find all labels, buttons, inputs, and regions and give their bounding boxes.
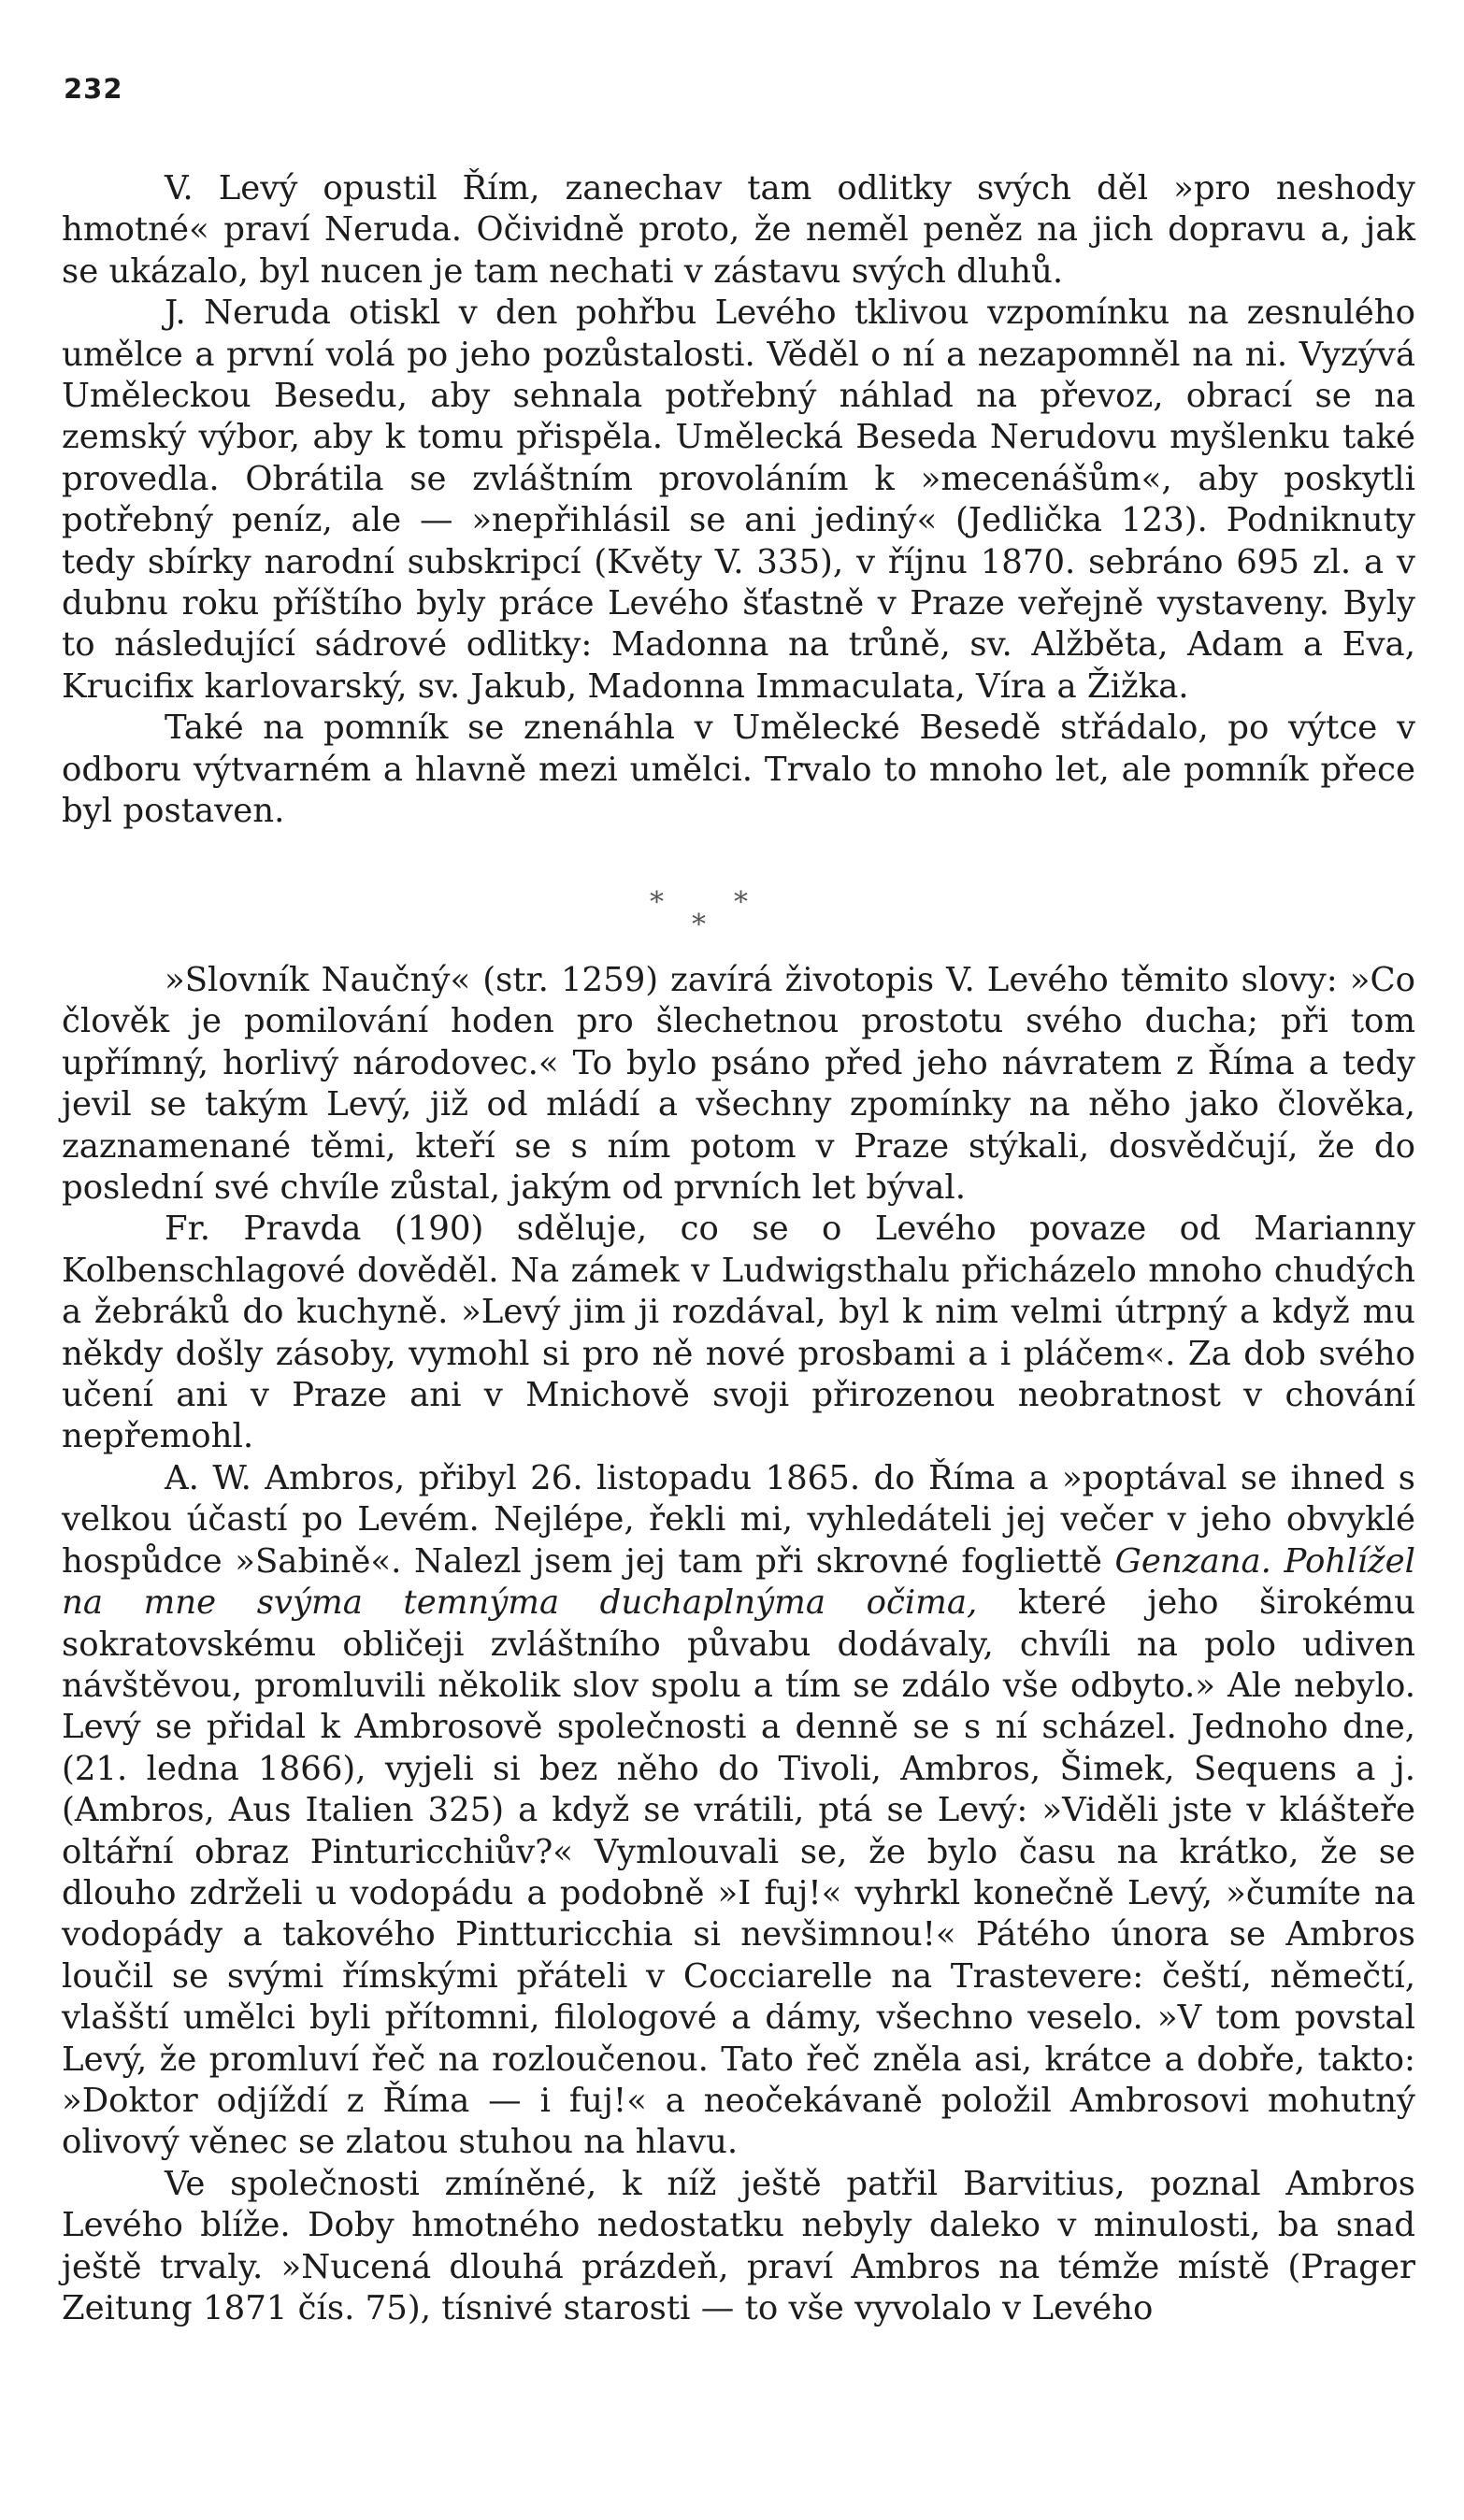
page-number: 232 (64, 73, 123, 105)
paragraph: »Slovník Naučný« (str. 1259) zavírá životopis V. Levého těmito slovy: »Co člověk je pomilování hoden pro šlechetnou prostotu svého ducha; při tom upřímný, horlivý národovec.« To bylo psáno před jeho návratem z Říma a tedy jevil se takým Levý, již od mládí a všechny zpomínky na něho jako člověka, zaznamenané těmi, kteří se s ním potom v Praze stýkali, dosvědčují, že do poslední své chvíle zůstal, jakým od prvních let býval. (62, 961, 1415, 1208)
italic-text-run: Genzana. Pohlížel na mne svýma temnýma duchaplnýma očima, (62, 1541, 1415, 1623)
text-run: které jeho širokému sokratovskému obličeji zvláštního půvabu dodávaly, chvíli na polo udiven návštěvou, promluvili několik slov spolu a tím se zdálo vše odbyto.» Ale nebylo. Levý se přidal k Ambrosově společnosti a denně se s ní scházel. Jednoho dne, (21. ledna 1866), vyjeli si bez něho do Tivoli, Ambros, Šimek, Sequens a j. (Ambros, Aus Italien 325) a když se vrátili, ptá se Levý: »Viděli jste v klášteře oltářní obraz Pinturicchiův?« Vymlouvali se, že bylo času na krátko, že se dlouho zdrželi u vodopádu a podobně »I fuj!« vyhrkl konečně Levý, »čumíte na vodopády a takového Pintturicchia si nevšimnou!« Pátého února se Ambros loučil se svými římskými přáteli v Cocciarelle na Trastevere: čeští, němečtí, vlašští umělci byli přítomni, filologové a dámy, všechno veselo. »V tom povstal Levý, že promluví řeč na rozloučenou. Tato řeč zněla asi, krátce a dobře, takto: »Doktor odjíždí z Říma — i fuj!« a neočekávaně položil Ambrosovi mohutný olivový věnec se zlatou stuhou na hlavu. (62, 1583, 1415, 2162)
section-2-text (62, 960, 1415, 2329)
section-separator (639, 886, 825, 961)
paragraph: Ve společnosti zmíněné, k níž ještě patřil Barvitius, poznal Ambros Levého blíže. Doby hmotného nedostatku nebyly daleko v minulosti, ba snad ještě trvaly. »Nucená dlouhá prázdeň, praví Ambros na témže místě (Prager Zeitung 1871 čís. 75), tísnivé starosti — to vše vyvolalo v Levého (62, 2164, 1415, 2327)
text-run: A. W. Ambros, přibyl 26. listopadu 1865. do Říma a »poptával se ihned s velkou účastí po Levém. Nejlépe, řekli mi, vyhledáteli jej večer v jeho obvyklé hospůdce »Sabině«. Nalezl jsem jej tam při skrovné fogliettě (62, 1458, 1415, 1581)
asterisk: * (692, 909, 706, 941)
paragraph (62, 1458, 1415, 2164)
paragraph: Také na pomník se znenáhla v Umělecké Besedě střádalo, po výtce v odboru výtvarném a hlavně mezi umělci. Trvalo to mnoho let, ale pomník přece byl postaven. (62, 709, 1415, 831)
paragraph: V. Levý opustil Řím, zanechav tam odlitky svých děl »pro neshody hmotné« praví Neruda. Očividně proto, že neměl peněz na jich dopravu a, jak se ukázalo, byl nucen je tam nechati v zástavu svých dluhů. (62, 169, 1415, 291)
asterisk: * (734, 886, 748, 919)
asterisk: * (650, 886, 664, 919)
paragraph: J. Neruda otiskl v den pohřbu Levého tklivou vzpomínku na zesnulého umělce a první volá po jeho pozůstalosti. Věděl o ní a nezapomněl na ni. Vyzývá Uměleckou Besedu, aby sehnala potřebný náhlad na převoz, obrací se na zemský výbor, aby k tomu přispěla. Umělecká Beseda Nerudovu myšlenku také provedla. Obrátila se zvláštním provoláním k »mecenášům«, aby poskytli potřebný peníz, ale — »nepřihlásil se ani jediný« (Jedlička 123). Podniknuty tedy sbírky narodní subskripcí (Květy V. 335), v říjnu 1870. sebráno 695 zl. a v dubnu roku příštího byly práce Levého šťastně v Praze veřejně vystaveny. Byly to následující sádrové odlitky: Madonna na trůně, sv. Alžběta, Adam a Eva, Krucifix karlovarský, sv. Jakub, Madonna Immaculata, Víra a Žižka. (62, 294, 1415, 706)
paragraph: Fr. Pravda (190) sděluje, co se o Levého povaze od Marianny Kolbenschlagové dověděl. Na zámek v Ludwigsthalu přicházelo mnoho chudých a žebráků do kuchyně. »Levý jim ji rozdával, byl k nim velmi útrpný a když mu někdy došly zásoby, vymohl si pro ně nové prosbami a i pláčem«. Za dob svého učení ani v Praze ani v Mnichově svoji přirozenou neobratnost v chování nepřemohl. (62, 1210, 1415, 1456)
section-1-text (62, 168, 1415, 833)
